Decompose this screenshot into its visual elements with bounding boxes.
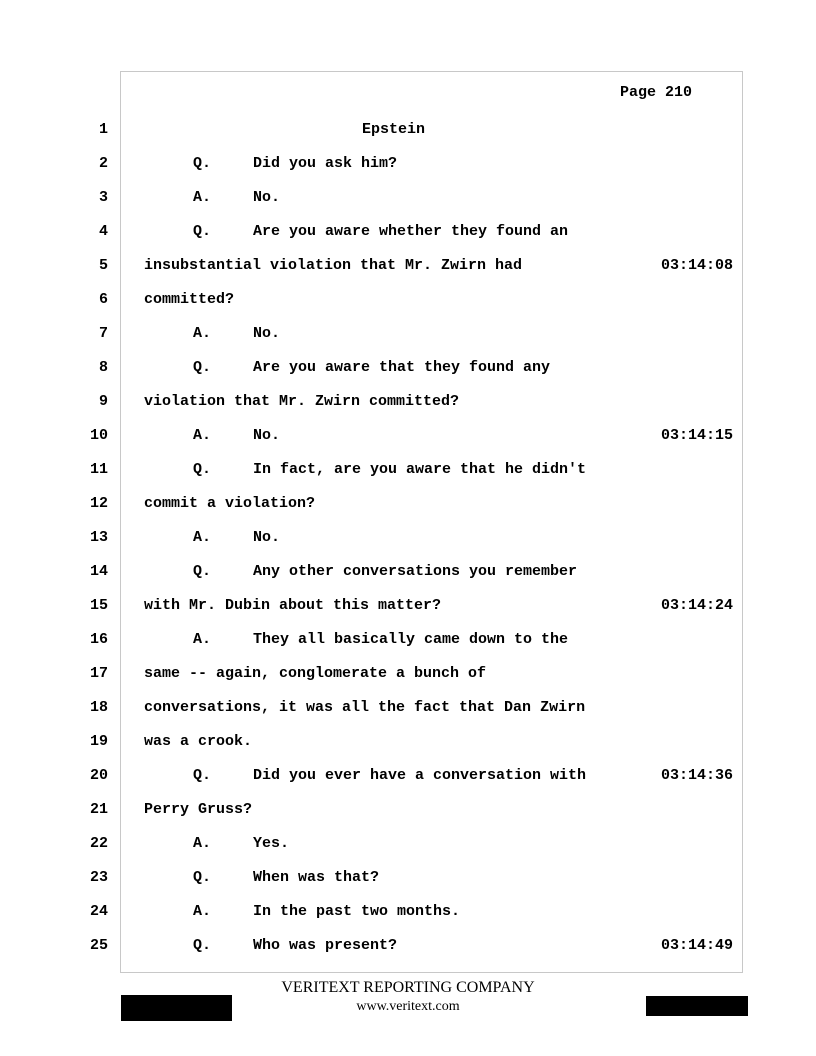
- timestamp: 03:14:08: [661, 257, 734, 274]
- transcript-line: [0, 937, 816, 971]
- timestamp: 03:14:24: [661, 597, 734, 614]
- testimony-text: No.: [253, 427, 281, 444]
- transcript-line: [0, 427, 816, 461]
- testimony-text: Are you aware whether they found an: [253, 223, 569, 240]
- line-number: 7: [98, 325, 108, 342]
- timestamp: 03:14:15: [661, 427, 734, 444]
- line-number: 9: [98, 393, 108, 410]
- transcript-line: [0, 563, 816, 597]
- footer-company-name: VERITEXT REPORTING COMPANY: [281, 979, 535, 996]
- transcript-line: [0, 801, 816, 835]
- testimony-text: conversations, it was all the fact that Dan Zwirn: [144, 699, 586, 716]
- speaker-label: A.: [193, 189, 212, 206]
- line-number: 18: [89, 699, 108, 716]
- speaker-label: Q.: [193, 359, 212, 376]
- transcript-line: [0, 359, 816, 393]
- speaker-label: Q.: [193, 155, 212, 172]
- testimony-text: with Mr. Dubin about this matter?: [144, 597, 442, 614]
- line-number: 21: [89, 801, 108, 818]
- footer-website: www.veritext.com: [356, 999, 460, 1014]
- testimony-text: No.: [253, 189, 281, 206]
- transcript-line: [0, 631, 816, 665]
- testimony-text: Any other conversations you remember: [253, 563, 578, 580]
- redaction-box-right: [646, 996, 748, 1016]
- speaker-label: Q.: [193, 869, 212, 886]
- transcript-line: [0, 835, 816, 869]
- transcript-line: [0, 767, 816, 801]
- transcript-line: [0, 291, 816, 325]
- transcript-line: [0, 257, 816, 291]
- testimony-text: Did you ever have a conversation with: [253, 767, 587, 784]
- redaction-box-left: [121, 995, 232, 1021]
- speaker-label: Q.: [193, 223, 212, 240]
- speaker-label: Q.: [193, 937, 212, 954]
- transcript-line: [0, 529, 816, 563]
- transcript-line: [0, 325, 816, 359]
- transcript-line: [0, 597, 816, 631]
- transcript-line: [0, 189, 816, 223]
- transcript-line: [0, 461, 816, 495]
- transcript-line: [0, 495, 816, 529]
- testimony-text: commit a violation?: [144, 495, 316, 512]
- line-number: 16: [89, 631, 108, 648]
- line-number: 11: [89, 461, 108, 478]
- line-number: 22: [89, 835, 108, 852]
- transcript-line: [0, 121, 816, 155]
- testimony-text: In fact, are you aware that he didn't: [253, 461, 587, 478]
- testimony-text: violation that Mr. Zwirn committed?: [144, 393, 460, 410]
- testimony-text: Are you aware that they found any: [253, 359, 551, 376]
- speaker-label: Q.: [193, 767, 212, 784]
- speaker-label: Q.: [193, 461, 212, 478]
- testimony-text: No.: [253, 529, 281, 546]
- transcript-line: [0, 223, 816, 257]
- line-number: 23: [89, 869, 108, 886]
- speaker-label: A.: [193, 903, 212, 920]
- testimony-text: insubstantial violation that Mr. Zwirn had: [144, 257, 523, 274]
- speaker-label: A.: [193, 835, 212, 852]
- testimony-text: was a crook.: [144, 733, 253, 750]
- line-number: 3: [98, 189, 108, 206]
- testimony-text: No.: [253, 325, 281, 342]
- testimony-text: same -- again, conglomerate a bunch of: [144, 665, 487, 682]
- transcript-line: [0, 903, 816, 937]
- line-number: 25: [89, 937, 108, 954]
- testimony-text: Yes.: [253, 835, 290, 852]
- witness-header: Epstein: [362, 121, 426, 138]
- line-number: 8: [98, 359, 108, 376]
- timestamp: 03:14:36: [661, 767, 734, 784]
- page-number: Page 210: [620, 84, 693, 101]
- speaker-label: A.: [193, 529, 212, 546]
- line-number: 17: [89, 665, 108, 682]
- timestamp: 03:14:49: [661, 937, 734, 954]
- line-number: 12: [89, 495, 108, 512]
- speaker-label: Q.: [193, 563, 212, 580]
- line-number: 24: [89, 903, 108, 920]
- transcript-line: [0, 733, 816, 767]
- line-number: 19: [89, 733, 108, 750]
- testimony-text: committed?: [144, 291, 235, 308]
- speaker-label: A.: [193, 325, 212, 342]
- testimony-text: Perry Gruss?: [144, 801, 253, 818]
- testimony-text: In the past two months.: [253, 903, 461, 920]
- line-number: 14: [89, 563, 108, 580]
- transcript-line: [0, 665, 816, 699]
- line-number: 10: [89, 427, 108, 444]
- testimony-text: They all basically came down to the: [253, 631, 569, 648]
- testimony-text: Did you ask him?: [253, 155, 398, 172]
- line-number: 6: [98, 291, 108, 308]
- testimony-text: When was that?: [253, 869, 380, 886]
- testimony-text: Who was present?: [253, 937, 398, 954]
- speaker-label: A.: [193, 427, 212, 444]
- speaker-label: A.: [193, 631, 212, 648]
- line-number: 5: [98, 257, 108, 274]
- transcript-line: [0, 393, 816, 427]
- line-number: 1: [98, 121, 108, 138]
- transcript-line: [0, 155, 816, 189]
- transcript-line: [0, 869, 816, 903]
- line-number: 2: [98, 155, 108, 172]
- line-number: 13: [89, 529, 108, 546]
- transcript-line: [0, 699, 816, 733]
- line-number: 4: [98, 223, 108, 240]
- line-number: 15: [89, 597, 108, 614]
- line-number: 20: [89, 767, 108, 784]
